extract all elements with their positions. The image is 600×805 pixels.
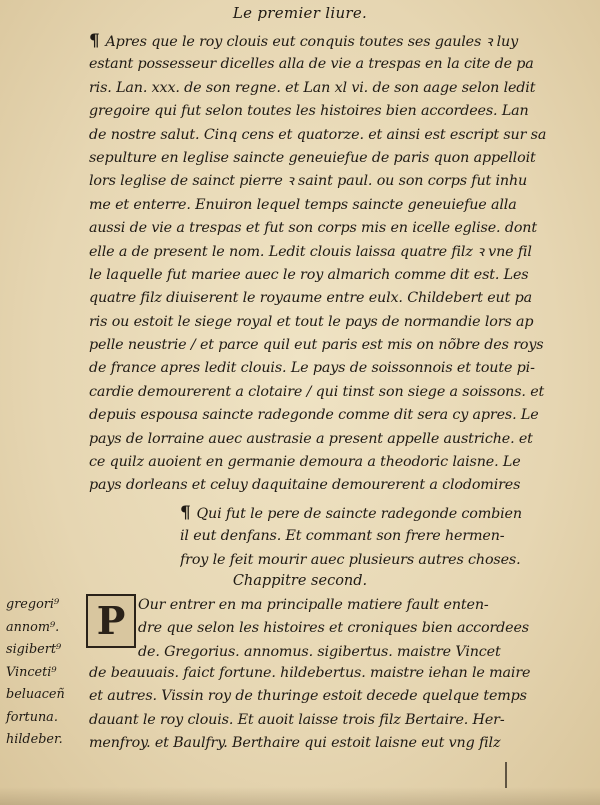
- paragraph-2-indented: [138, 594, 570, 664]
- paragraph1-line: [89, 404, 571, 427]
- paragraph1-text: de france apres ledit clouis. Le pays de soissonnois et toute pi-: [89, 360, 535, 377]
- paragraph1-text: le laquelle fut mariee auec le roy almarich comme dit est. Les: [89, 266, 529, 283]
- pilcrow-mark: ¶: [89, 31, 106, 51]
- paragraph2-full-text: de beauuais. faict fortune. hildebertus. maistre iehan le maire: [89, 665, 531, 681]
- paragraph1-text: aussi de vie a trespas et fut son corps mis en icelle eglise. dont: [89, 220, 537, 237]
- paragraph1-line: [89, 287, 571, 310]
- paragraph2-indented-line: [138, 641, 570, 664]
- margin-notes-text: Vinceti⁹: [6, 664, 57, 680]
- paragraph1-line: [89, 264, 571, 287]
- paragraph1-line: [89, 217, 571, 240]
- margin-notes-text: beluaceñ: [6, 687, 65, 702]
- paragraph1-text: de nostre salut. Cinq cens et quatorze. et ainsi est escript sur sa: [89, 126, 547, 143]
- paragraph1-line: [89, 474, 571, 497]
- paragraph1-line: [89, 147, 571, 170]
- chapter-rubric: [180, 502, 570, 572]
- margin-notes-text: fortuna.: [6, 709, 58, 725]
- paragraph2-full-line: [89, 685, 571, 708]
- margin-notes-text: gregori⁹: [6, 597, 60, 612]
- paragraph2-full-line: [89, 662, 571, 685]
- paragraph2-full-line: [89, 709, 571, 732]
- drop-cap-letter: P: [96, 597, 126, 643]
- margin-notes-text: hildeber.: [6, 732, 63, 747]
- paragraph1-line: [89, 30, 571, 53]
- paragraph1-line: [89, 451, 571, 474]
- paragraph1-line: [89, 311, 571, 334]
- paragraph1-text: pays dorleans et celuy daquitaine demourerent a clodomires: [89, 477, 521, 494]
- paragraph1-text: Apres que le roy clouis eut conquis toutes ses gaules ꝛ luy: [105, 34, 518, 50]
- paragraph1-text: elle a de present le nom. Ledit clouis laissa quatre filz ꝛ vne fil: [89, 243, 532, 260]
- running-head: Le premier liure.: [232, 4, 368, 22]
- paragraph1-line: [89, 124, 571, 147]
- paragraph-2-full: [89, 662, 571, 756]
- margin-notes-text: sigibert⁹: [6, 642, 62, 657]
- paragraph1-text: sepulture en leglise saincte geneuiefue de paris quon appelloit: [89, 149, 536, 166]
- paragraph1-line: [89, 241, 571, 264]
- paragraph1-text: gregoire qui fut selon toutes les histoires bien accordees. Lan: [89, 103, 529, 120]
- rubric-text: il eut denfans. Et commant son frere hermen-: [180, 528, 505, 545]
- paragraph1-text: quatre filz diuiserent le royaume entre eulx. Childebert eut pa: [89, 290, 532, 307]
- drop-cap-initial: [86, 594, 136, 648]
- paragraph1-text: ris ou estoit le siege royal et tout le pays de normandie lors ap: [89, 313, 534, 330]
- paragraph2-indented-text: Our entrer en ma principalle matiere fault enten-: [138, 597, 489, 613]
- margin-notes-line: [6, 729, 84, 752]
- margin-notes-line: [6, 662, 84, 685]
- paragraph1-text: ris. Lan. xxx. de son regne. et Lan xl vi. de son aage selon ledit: [89, 79, 536, 96]
- paragraph1-text: cardie demourerent a clotaire / qui tinst son siege a soissons. et: [89, 383, 545, 400]
- margin-mark: [505, 762, 507, 788]
- paragraph1-text: pays de lorraine auec austrasie a present appelle austriche. et: [89, 430, 533, 447]
- paragraph1-line: [89, 170, 571, 193]
- margin-notes-line: [6, 707, 84, 730]
- rubric-text: Qui fut le pere de saincte radegonde combien: [196, 506, 522, 522]
- paragraph1-text: ce quilz auoient en germanie demoura a theodoric laisne. Le: [89, 454, 521, 471]
- margin-notes-text: annom⁹.: [6, 619, 60, 635]
- paragraph1-line: [89, 428, 571, 451]
- margin-notes: [6, 594, 84, 752]
- paragraph2-indented-text: dre que selon les histoires et croniques bien accordees: [138, 620, 529, 637]
- paragraph1-line: [89, 194, 571, 217]
- paragraph1-line: [89, 357, 571, 380]
- margin-notes-line: [6, 617, 84, 640]
- rubric-text: froy le feit mourir auec plusieurs autres choses.: [180, 551, 521, 568]
- chapter-title: Chappitre second.: [232, 573, 368, 589]
- pilcrow-mark: ¶: [180, 503, 197, 523]
- paragraph2-indented-text: de. Gregorius. annomus. sigibertus. maistre Vincet: [138, 643, 501, 660]
- paragraph1-text: estant possesseur dicelles alla de vie a trespas en la cite de pa: [89, 56, 534, 73]
- rubric-line: [180, 502, 570, 525]
- paragraph1-line: [89, 381, 571, 404]
- paragraph-1: [89, 30, 571, 498]
- paragraph1-line: [89, 100, 571, 123]
- paragraph1-text: pelle neustrie / et parce quil eut paris est mis on nõbre des roys: [89, 337, 544, 354]
- paragraph2-indented-line: [138, 594, 570, 617]
- rubric-line: [180, 549, 570, 572]
- margin-notes-line: [6, 639, 84, 662]
- paragraph1-line: [89, 53, 571, 76]
- paragraph2-full-text: menfroy. et Baulfry. Berthaire qui estoit laisne eut vng filz: [89, 735, 501, 752]
- margin-notes-line: [6, 594, 84, 617]
- paragraph1-line: [89, 334, 571, 357]
- margin-notes-line: [6, 684, 84, 707]
- paragraph1-text: lors leglise de sainct pierre ꝛ saint paul. ou son corps fut inhu: [89, 173, 528, 190]
- paragraph2-full-text: et autres. Vissin roy de thuringe estoit decede quelque temps: [89, 688, 527, 705]
- rubric-line: [180, 525, 570, 548]
- paragraph1-text: me et enterre. Enuiron lequel temps saincte geneuiefue alla: [89, 196, 517, 213]
- paragraph2-indented-line: [138, 617, 570, 640]
- paragraph1-line: [89, 77, 571, 100]
- paragraph2-full-line: [89, 732, 571, 755]
- paragraph2-full-text: dauant le roy clouis. Et auoit laisse trois filz Bertaire. Her-: [89, 711, 505, 728]
- paragraph1-text: depuis espousa saincte radegonde comme dit sera cy apres. Le: [89, 407, 539, 424]
